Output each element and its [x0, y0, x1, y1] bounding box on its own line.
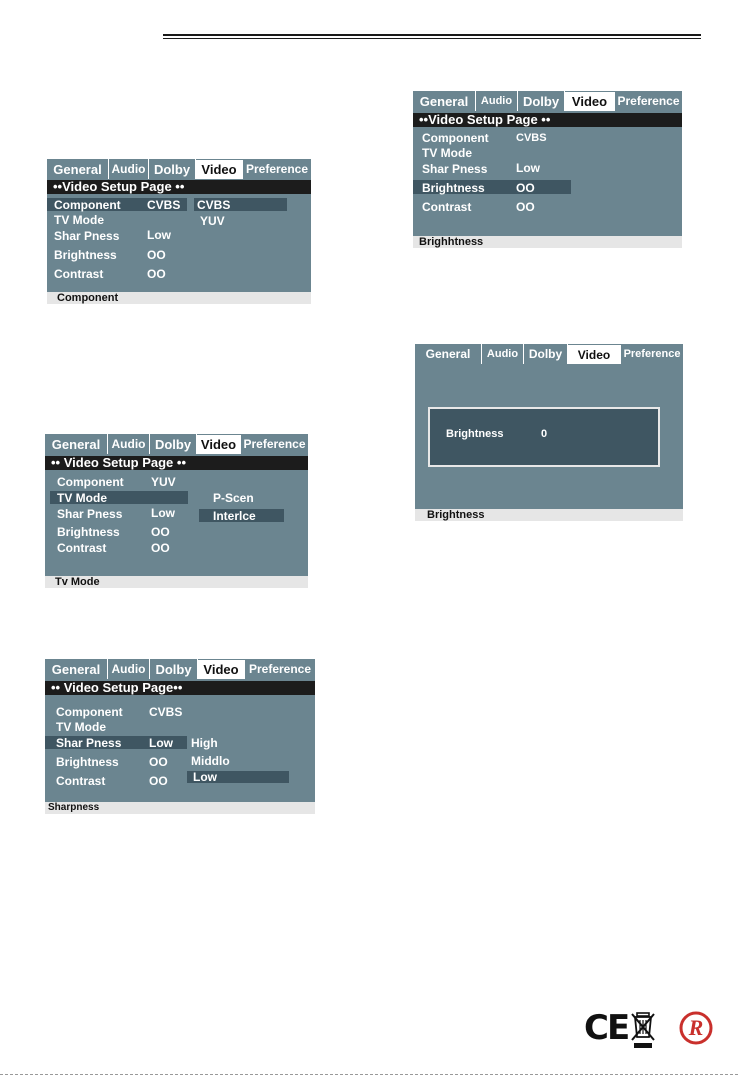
- value-sharpness: Low: [151, 506, 175, 520]
- menu-item-sharpness[interactable]: Shar Pness: [54, 229, 120, 243]
- value-contrast: OO: [151, 541, 170, 555]
- osd-component-panel: [47, 159, 311, 304]
- menu-item-tv-mode[interactable]: TV Mode: [422, 146, 472, 160]
- menu-item-sharpness[interactable]: Shar Pness: [57, 507, 123, 521]
- osd-tv-mode-panel: [45, 434, 308, 588]
- tab-dolby[interactable]: Dolby: [150, 434, 197, 454]
- tab-video[interactable]: Video: [196, 160, 243, 179]
- menu-item-sharpness[interactable]: Shar Pness: [56, 736, 122, 750]
- tab-preference[interactable]: Preference: [243, 159, 311, 179]
- brightness-value: 0: [541, 428, 548, 440]
- tab-general[interactable]: General: [45, 659, 108, 679]
- tab-bar: [45, 434, 308, 454]
- value-brightness: OO: [149, 755, 168, 769]
- menu-item-brightness[interactable]: Brightness: [54, 248, 117, 262]
- status-bar: Sharpness: [45, 802, 315, 814]
- menu-item-brightness[interactable]: Brightness: [56, 755, 119, 769]
- menu-item-brightness[interactable]: Brightness: [57, 525, 120, 539]
- menu-item-component[interactable]: Component: [54, 198, 121, 212]
- brightness-label: Brightness: [446, 428, 504, 440]
- weee-crossed-bin-icon: [630, 1010, 656, 1050]
- tab-video[interactable]: Video: [198, 660, 245, 679]
- menu-item-tv-mode[interactable]: TV Mode: [56, 720, 106, 734]
- tab-bar: [415, 344, 683, 364]
- option-interlace[interactable]: Interlce: [213, 509, 256, 523]
- option-middle[interactable]: Middlo: [191, 754, 230, 768]
- tab-audio[interactable]: Audio: [109, 159, 149, 179]
- osd-sharpness-panel: [45, 659, 315, 814]
- footer-rule: [0, 1074, 738, 1076]
- value-component: YUV: [151, 475, 176, 489]
- page-title: •• Video Setup Page••: [45, 681, 315, 695]
- tab-video[interactable]: Video: [565, 92, 615, 111]
- value-component: CVBS: [149, 705, 183, 719]
- tab-dolby[interactable]: Dolby: [150, 659, 198, 679]
- ce-mark-icon: CE: [584, 1008, 629, 1048]
- tab-dolby[interactable]: Dolby: [524, 344, 568, 364]
- menu-item-contrast[interactable]: Contrast: [54, 267, 104, 281]
- value-sharpness: Low: [516, 161, 540, 175]
- osd-brightness-menu-panel: [413, 91, 682, 248]
- tab-preference[interactable]: Preference: [621, 344, 683, 364]
- option-cvbs[interactable]: CVBS: [197, 198, 231, 212]
- tab-audio[interactable]: Audio: [108, 434, 150, 454]
- tab-general[interactable]: General: [415, 344, 482, 364]
- value-contrast: OO: [149, 774, 168, 788]
- value-brightness: OO: [147, 248, 166, 262]
- tab-bar: [45, 659, 315, 679]
- menu-item-contrast[interactable]: Contrast: [56, 774, 106, 788]
- tab-dolby[interactable]: Dolby: [149, 159, 196, 179]
- header-rule: [163, 34, 701, 36]
- tab-general[interactable]: General: [413, 91, 476, 111]
- value-brightness: OO: [151, 525, 170, 539]
- menu-item-tv-mode[interactable]: TV Mode: [54, 213, 104, 227]
- status-bar: Tv Mode: [45, 576, 308, 588]
- tab-preference[interactable]: Preference: [615, 91, 682, 111]
- value-component: CVBS: [516, 132, 547, 144]
- menu-item-component[interactable]: Component: [57, 475, 124, 489]
- tab-audio[interactable]: Audio: [476, 91, 518, 111]
- registered-r-logo-icon: [678, 1010, 714, 1046]
- tab-bar: [47, 159, 311, 179]
- status-bar: Brightness: [415, 509, 683, 521]
- svg-text:R: R: [688, 1015, 704, 1040]
- status-bar: Component: [47, 292, 311, 304]
- tab-preference[interactable]: Preference: [245, 659, 315, 679]
- tab-video[interactable]: Video: [197, 435, 241, 454]
- menu-item-component[interactable]: Component: [56, 705, 123, 719]
- tab-dolby[interactable]: Dolby: [518, 91, 565, 111]
- compliance-marks: [584, 1008, 718, 1052]
- tab-audio[interactable]: Audio: [482, 344, 524, 364]
- tab-bar: [413, 91, 682, 111]
- option-low[interactable]: Low: [193, 770, 217, 784]
- page-title: ••Video Setup Page ••: [413, 113, 682, 127]
- header-rule-thin: [163, 38, 701, 39]
- value-sharpness: Low: [147, 228, 171, 242]
- menu-item-tv-mode[interactable]: TV Mode: [57, 491, 107, 505]
- option-p-scan[interactable]: P-Scen: [213, 491, 254, 505]
- value-sharpness: Low: [149, 736, 173, 750]
- tab-general[interactable]: General: [45, 434, 108, 454]
- menu-item-contrast[interactable]: Contrast: [422, 200, 472, 214]
- option-yuv[interactable]: YUV: [200, 214, 225, 228]
- option-high[interactable]: High: [191, 736, 218, 750]
- menu-item-contrast[interactable]: Contrast: [57, 541, 107, 555]
- tab-preference[interactable]: Preference: [241, 434, 308, 454]
- menu-item-component[interactable]: Component: [422, 131, 489, 145]
- page-title: •• Video Setup Page ••: [45, 456, 308, 470]
- value-contrast: OO: [516, 200, 535, 214]
- tab-general[interactable]: General: [47, 159, 109, 179]
- page-title: ••Video Setup Page ••: [47, 180, 311, 194]
- menu-item-brightness[interactable]: Brightness: [422, 181, 485, 195]
- menu-item-sharpness[interactable]: Shar Pness: [422, 162, 488, 176]
- tab-video[interactable]: Video: [568, 345, 621, 364]
- value-contrast: OO: [147, 267, 166, 281]
- osd-brightness-adjust-panel: [415, 344, 683, 521]
- value-component: CVBS: [147, 198, 181, 212]
- value-brightness: OO: [516, 181, 535, 195]
- status-bar: Brighhtness: [413, 236, 682, 248]
- tab-audio[interactable]: Audio: [108, 659, 150, 679]
